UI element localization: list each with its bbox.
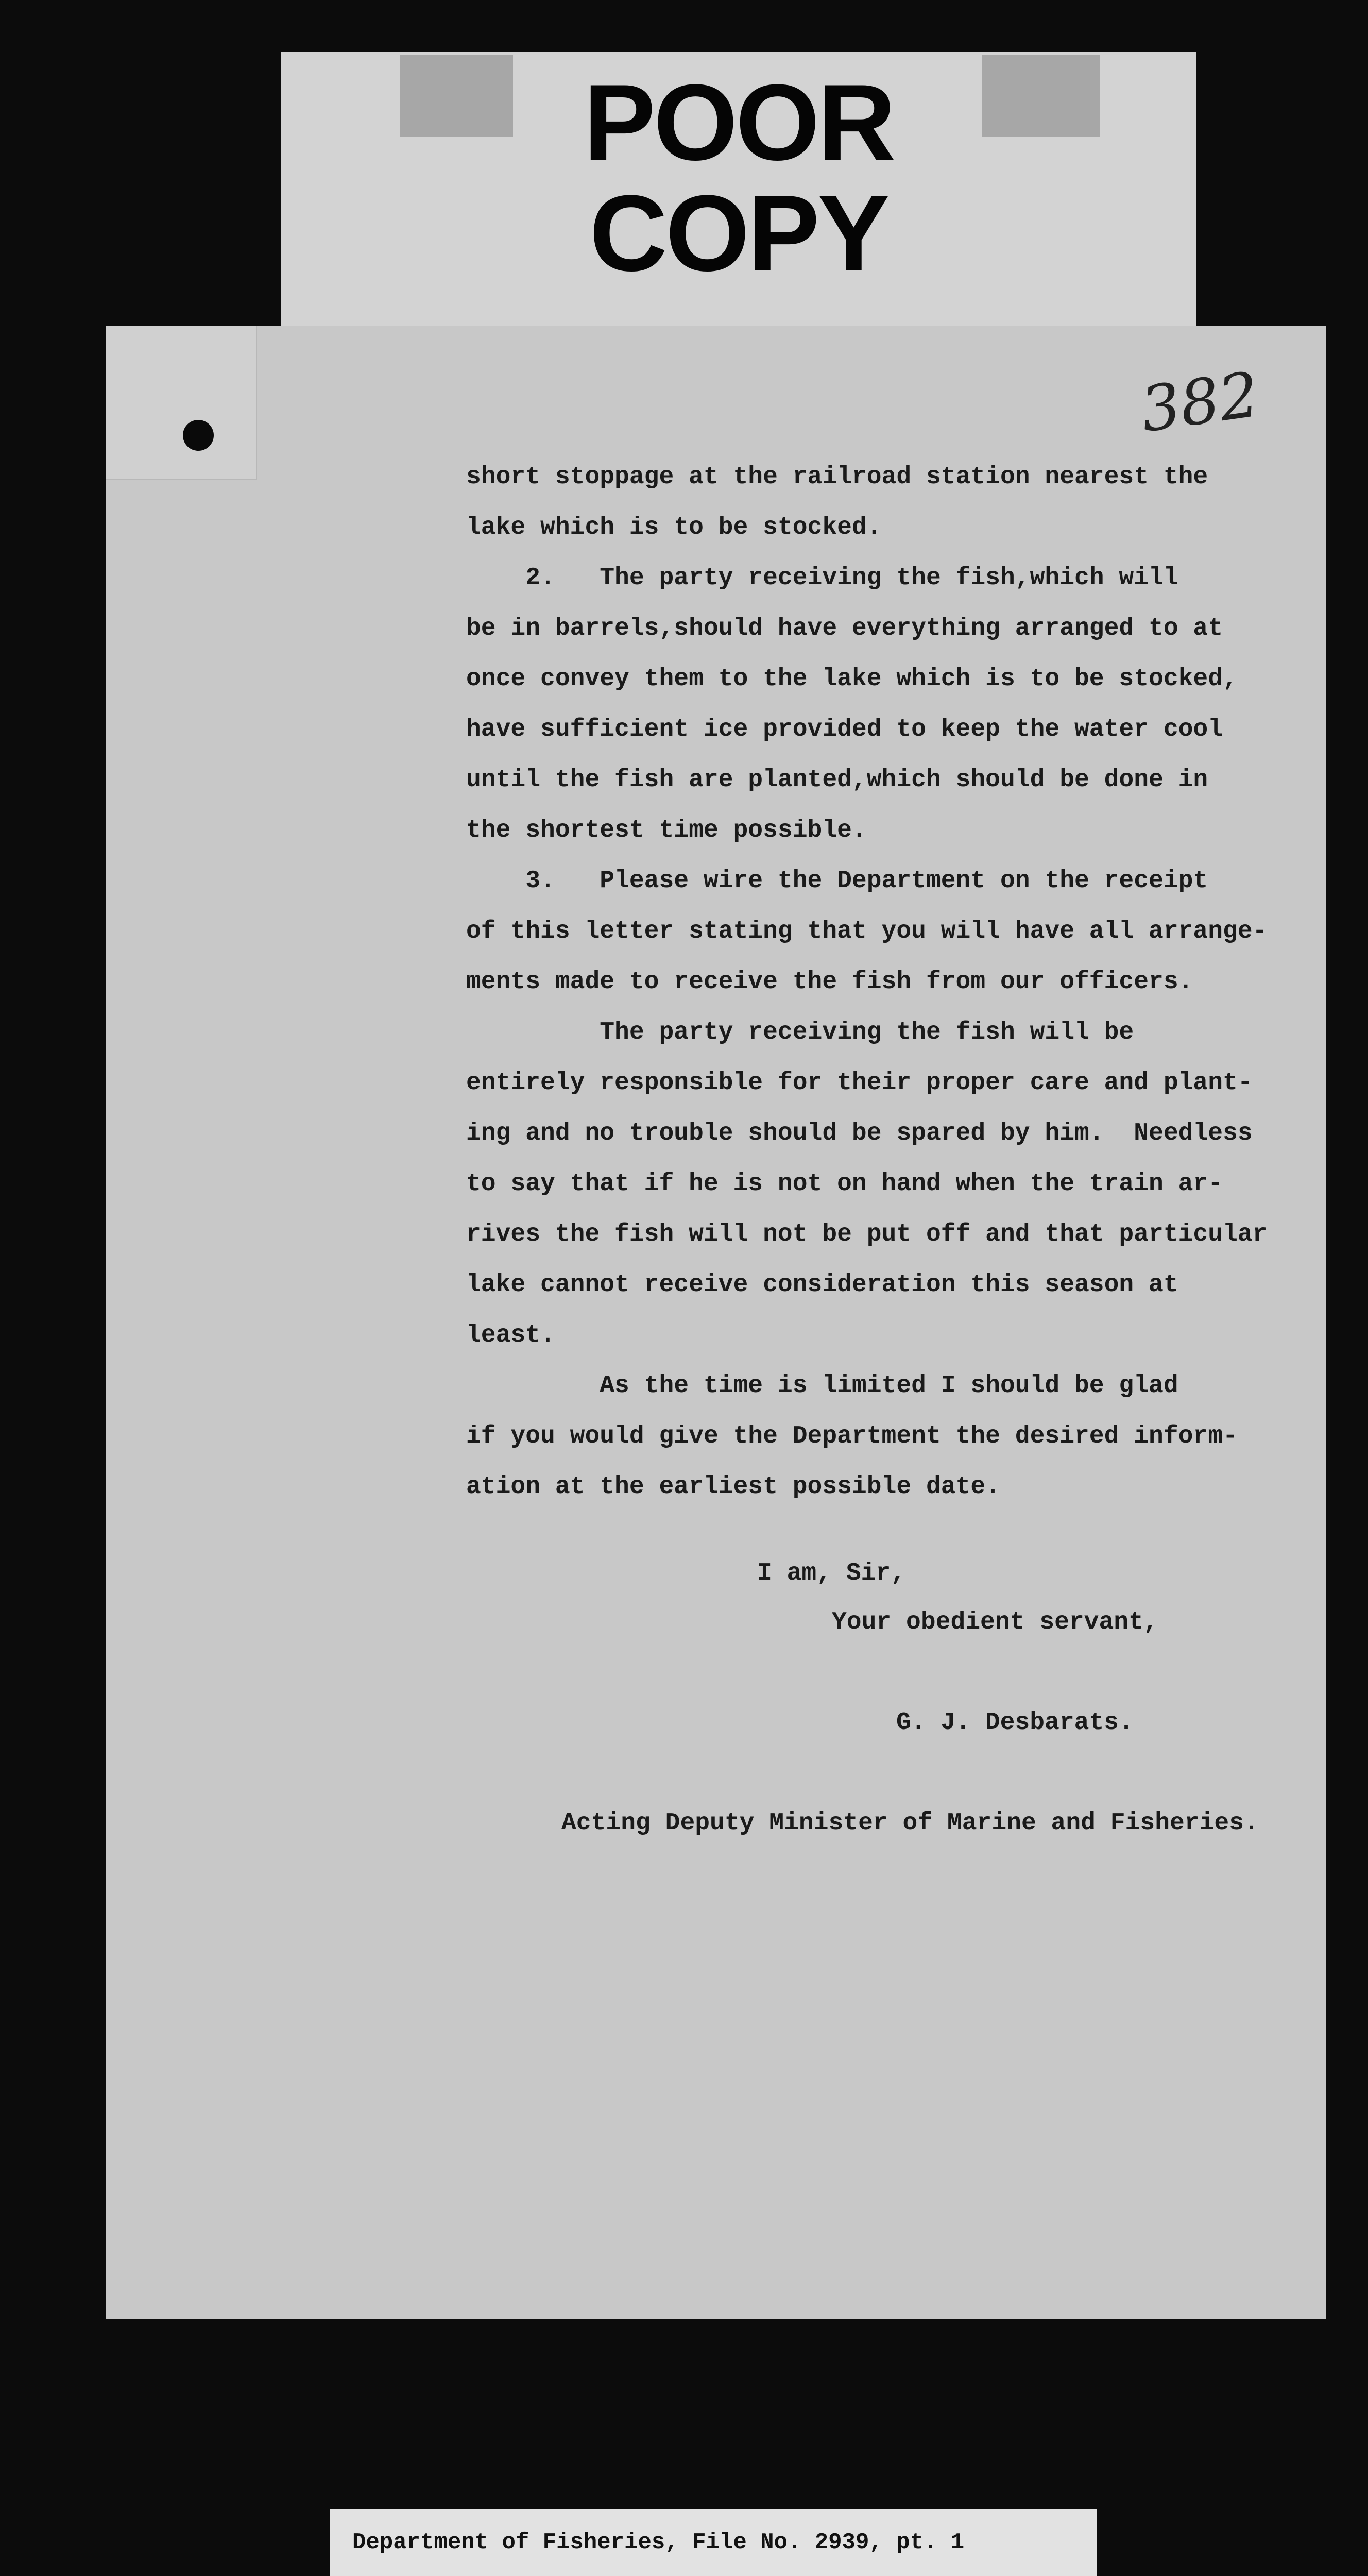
letter-line: ments made to receive the fish from our officers. xyxy=(466,968,1193,996)
letter-page xyxy=(106,326,1326,2319)
letter-line: lake which is to be stocked. xyxy=(466,514,882,541)
salutation: I am, Sir, xyxy=(757,1560,906,1587)
letter-line: to say that if he is not on hand when the train ar- xyxy=(466,1170,1223,1198)
page-number: 382 xyxy=(1136,359,1263,447)
letter-line: once convey them to the lake which is to be stocked, xyxy=(466,665,1238,693)
letter-line: until the fish are planted,which should be done in xyxy=(466,766,1208,794)
letter-line: be in barrels,should have everything arranged to at xyxy=(466,615,1223,642)
letter-line: lake cannot receive consideration this season at xyxy=(466,1271,1178,1299)
signer-title: Acting Deputy Minister of Marine and Fisheries. xyxy=(561,1809,1259,1837)
page-corner-tab xyxy=(106,326,257,480)
letter-line: entirely responsible for their proper care and plant- xyxy=(466,1069,1253,1097)
letter-line: 3. Please wire the Department on the receipt xyxy=(466,867,1208,895)
letter-line: short stoppage at the railroad station nearest the xyxy=(466,463,1208,491)
letter-line: As the time is limited I should be glad xyxy=(466,1372,1178,1400)
letter-line: least. xyxy=(466,1321,555,1349)
letter-line: the shortest time possible. xyxy=(466,817,867,844)
letter-body xyxy=(466,452,1368,1512)
letter-line: if you would give the Department the desired inform- xyxy=(466,1422,1238,1450)
letter-line: of this letter stating that you will have all arrange- xyxy=(466,918,1268,945)
valediction: Your obedient servant, xyxy=(832,1608,1158,1636)
punch-hole xyxy=(183,420,214,451)
letter-line: 2. The party receiving the fish,which will xyxy=(466,564,1178,592)
letter-line: ation at the earliest possible date. xyxy=(466,1473,1000,1501)
signature: G. J. Desbarats. xyxy=(896,1709,1134,1737)
letter-line: rives the fish will not be put off and that particular xyxy=(466,1221,1268,1248)
poor-copy-line-2: COPY xyxy=(589,173,888,294)
letter-line: The party receiving the fish will be xyxy=(466,1019,1134,1046)
poor-copy-stamp xyxy=(281,52,1196,327)
letter-line: ing and no trouble should be spared by him. Needless xyxy=(466,1120,1253,1147)
poor-copy-line-1: POOR xyxy=(583,62,894,183)
letter-line: have sufficient ice provided to keep the water cool xyxy=(466,716,1223,743)
file-reference-slip: Department of Fisheries, File No. 2939, pt. 1 xyxy=(330,2509,1097,2576)
